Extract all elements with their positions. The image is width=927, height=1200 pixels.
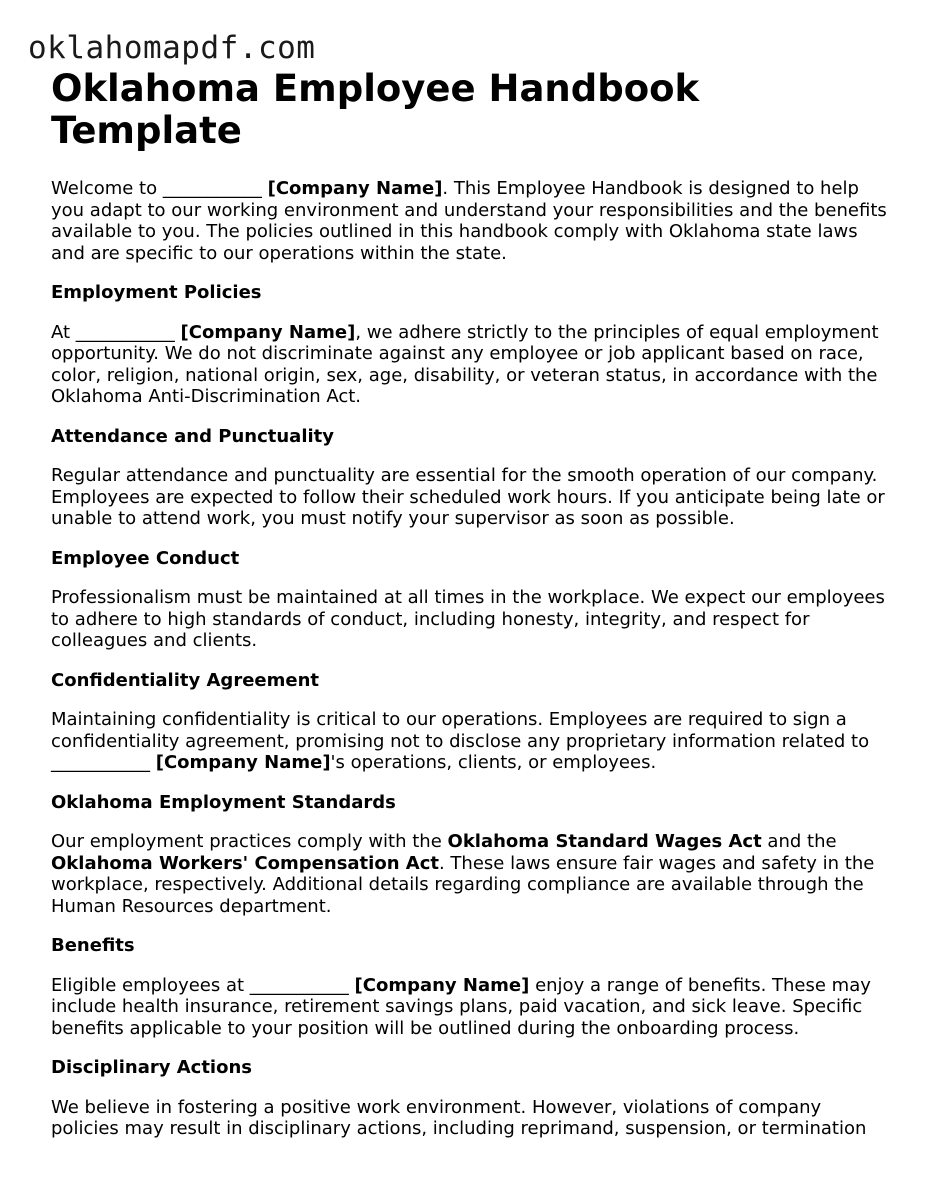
employment-standards-paragraph bbox=[51, 831, 891, 917]
company-name-blank: ___________ bbox=[75, 321, 175, 343]
standards-text-part2: and the bbox=[767, 831, 837, 852]
standards-text-part1: Our employment practices comply with the bbox=[51, 831, 442, 852]
employment-standards-heading: Oklahoma Employment Standards bbox=[51, 791, 396, 813]
workers-compensation-act: Oklahoma Workers' Compensation Act bbox=[51, 852, 439, 874]
company-name-blank: ___________ bbox=[249, 974, 349, 996]
employment-policies-paragraph bbox=[51, 322, 891, 408]
attendance-paragraph: Regular attendance and punctuality are essential for the smooth operation of our company. Employees are expected to follow their scheduled work hours. If you anticipate being late or unable to attend work, you must notify your supervisor as soon as possible. bbox=[51, 465, 885, 529]
company-name-placeholder: [Company Name] bbox=[155, 752, 331, 773]
employment-text-before: At bbox=[51, 321, 71, 343]
employee-conduct-paragraph: Professionalism must be maintained at all times in the workplace. We expect our employees to adhere to high standards of conduct, including honesty, integrity, and respect for colleagues and clients. bbox=[51, 587, 885, 651]
company-name-blank: ___________ bbox=[51, 752, 150, 773]
document-page bbox=[51, 68, 891, 1140]
company-name-placeholder: [Company Name] bbox=[267, 178, 443, 199]
company-name-placeholder: [Company Name] bbox=[180, 321, 356, 343]
intro-text-before: Welcome to bbox=[51, 178, 158, 199]
benefits-text-after: enjoy a range of benefits. These may include health insurance, retirement savings plans, paid vacation, and sick leave. Specific benefits applicable to your position will be outlined during the onboarding process. bbox=[51, 974, 871, 1039]
employment-text-after: , we adhere strictly to the principles of equal employment opportunity. We do not discriminate against any employee or job applicant based on race, color, religion, national origin, sex, age, disability, or veteran status, in accordance with the Oklahoma Anti-Discrimination Act. bbox=[51, 321, 879, 407]
employee-conduct-heading: Employee Conduct bbox=[51, 547, 240, 569]
document-title: Oklahoma Employee Handbook Template bbox=[51, 67, 700, 152]
confidentiality-paragraph bbox=[51, 709, 891, 774]
confidentiality-heading: Confidentiality Agreement bbox=[51, 669, 319, 691]
confidentiality-text-after: 's operations, clients, or employees. bbox=[330, 752, 657, 773]
disciplinary-actions-heading: Disciplinary Actions bbox=[51, 1057, 252, 1078]
site-watermark: oklahomapdf.com bbox=[28, 30, 316, 66]
benefits-paragraph bbox=[51, 975, 891, 1040]
disciplinary-actions-paragraph: We believe in fostering a positive work environment. However, violations of company policies may result in disciplinary actions, including reprimand, suspension, or termination bbox=[51, 1096, 867, 1139]
confidentiality-text-before: Maintaining confidentiality is critical to our operations. Employees are required to sign a confidentiality agreement, promising not to disclose any proprietary information related to bbox=[51, 709, 870, 752]
intro-paragraph bbox=[51, 178, 891, 264]
intro-text-after: . This Employee Handbook is designed to help you adapt to our working environment and understand your responsibilities and the benefits available to you. The policies outlined in this handbook comply with Oklahoma state laws and are specific to our operations within the state. bbox=[51, 178, 887, 264]
standard-wages-act: Oklahoma Standard Wages Act bbox=[447, 831, 762, 852]
benefits-heading: Benefits bbox=[51, 935, 135, 956]
attendance-heading: Attendance and Punctuality bbox=[51, 425, 334, 447]
employment-policies-heading: Employment Policies bbox=[51, 282, 262, 303]
company-name-blank: ___________ bbox=[162, 178, 262, 199]
standards-text-part3: . These laws ensure fair wages and safety in the workplace, respectively. Additional details regarding compliance are available through the Human Resources department. bbox=[51, 852, 875, 917]
benefits-text-before: Eligible employees at bbox=[51, 974, 245, 996]
company-name-placeholder: [Company Name] bbox=[354, 974, 530, 996]
